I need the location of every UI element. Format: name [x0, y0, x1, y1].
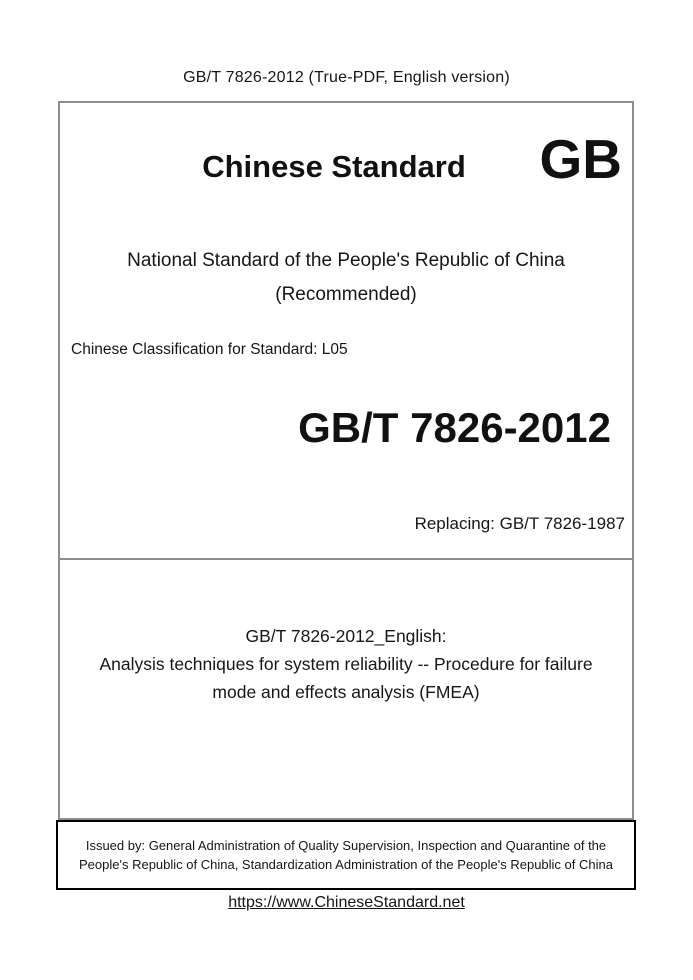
standard-number: GB/T 7826-2012: [298, 404, 611, 451]
issued-by-text: Issued by: General Administration of Quality Supervision, Inspection and Quarantine of the People's Republic of China, Standardization Administration of the People's Republic of China: [79, 838, 613, 872]
national-standard-block: [60, 244, 632, 312]
gb-logo: GB: [539, 128, 622, 190]
english-title-text: Analysis techniques for system reliability -- Procedure for failure mode and effects analysis (FMEA): [99, 654, 593, 702]
website-link[interactable]: https://www.ChineseStandard.net: [228, 894, 465, 911]
recommended-label: (Recommended): [275, 284, 417, 305]
cover-box: [58, 101, 634, 820]
brand-title: Chinese Standard: [202, 149, 466, 184]
section-divider: [58, 558, 634, 560]
english-title-block: [60, 622, 632, 706]
english-title-heading: GB/T 7826-2012_English:: [245, 626, 447, 646]
page-footer: [0, 894, 693, 912]
national-standard-heading: National Standard of the People's Republic of China: [127, 250, 565, 271]
replacing-note: Replacing: GB/T 7826-1987: [414, 514, 625, 533]
classification-label: Chinese Classification for Standard: L05: [71, 341, 348, 358]
issued-by-box: [56, 820, 636, 890]
page-header-text: GB/T 7826-2012 (True-PDF, English version): [183, 69, 510, 86]
